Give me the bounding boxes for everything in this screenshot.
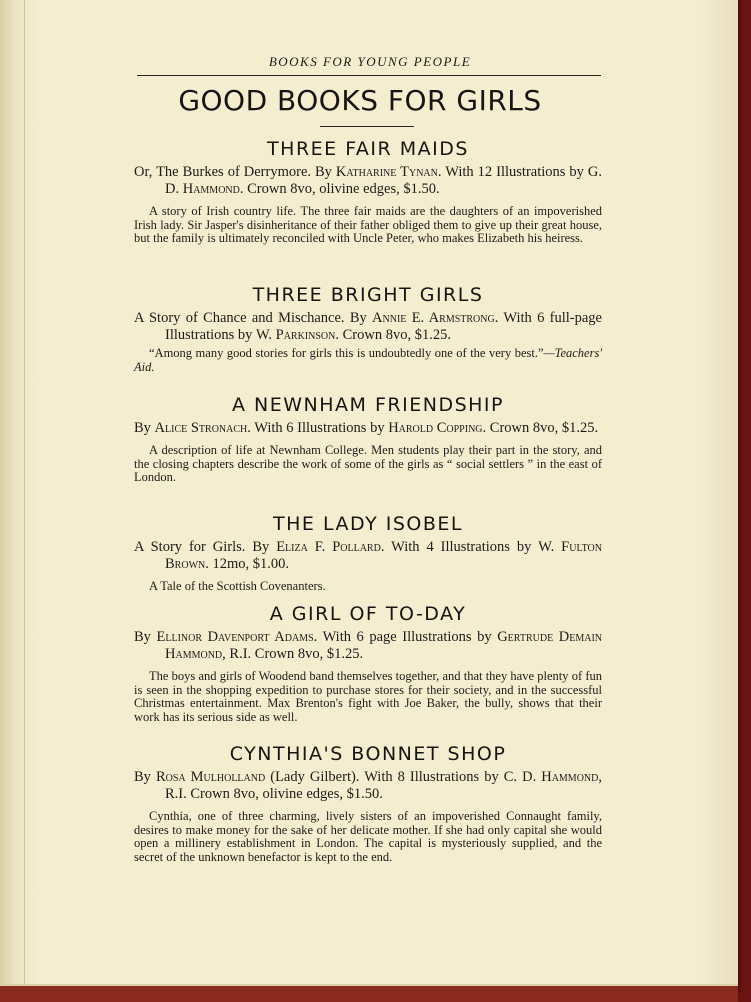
book-info bbox=[134, 164, 602, 198]
book-description: A story of Irish country life. The three fair maids are the daughters of an impoverished Irish lady. Sir Jasper's disinheritance of their father obliged them to give up their great house, but the family is ultimately reconciled with Uncle Peter, who makes Elizabeth his heiress. bbox=[134, 204, 602, 245]
info-text: Crown 8vo, $1.25. bbox=[251, 646, 364, 662]
book-info bbox=[134, 629, 602, 663]
book-title: A GIRL OF TO-DAY bbox=[269, 603, 467, 625]
book-info bbox=[134, 769, 602, 803]
info-text: A Story of Chance and Mischance. By bbox=[134, 310, 373, 326]
info-text: . With 4 Illustrations by bbox=[380, 539, 539, 555]
book-title: A NEWNHAM FRIENDSHIP bbox=[232, 394, 504, 416]
book-entry-the-lady-isobel bbox=[134, 512, 602, 594]
info-text: . With 6 Illustrations by bbox=[247, 420, 389, 436]
illustrator-name: Gertrude Demain Hammond, R.I. bbox=[165, 629, 602, 662]
page-gutter bbox=[0, 0, 25, 992]
illustrator-name: W. Parkinson bbox=[256, 327, 336, 343]
book-title: THREE BRIGHT GIRLS bbox=[252, 284, 484, 306]
info-text: . With 12 Illustrations by bbox=[437, 164, 588, 180]
book-entry-a-girl-of-to-day bbox=[134, 602, 602, 724]
illustrator-name: G. D. Hammond bbox=[165, 164, 603, 197]
info-text: A Story for Girls. By bbox=[134, 539, 277, 555]
author-name: Ellinor Davenport Adams bbox=[156, 629, 314, 645]
author-name: Katharine Tynan bbox=[335, 164, 438, 180]
book-entry-cynthias-bonnet-shop bbox=[134, 742, 602, 864]
book-title: CYNTHIA'S BONNET SHOP bbox=[229, 743, 507, 765]
book-description: The boys and girls of Woodend band themselves together, and that they have plenty of fun is seen in the shopping expedition to purchase stores for their society, and in the successful Christmas entertainment. Max Brenton's fight with Joe Baker, the bully, shows that their work has its serious side as well. bbox=[134, 669, 602, 724]
author-name: Alice Stronach bbox=[154, 420, 248, 436]
book-entry-three-bright-girls bbox=[134, 283, 602, 374]
book-info bbox=[134, 310, 602, 344]
book-description: A Tale of the Scottish Covenanters. bbox=[149, 579, 326, 593]
book-description bbox=[134, 347, 602, 374]
author-name: Rosa Mulholland bbox=[155, 769, 266, 785]
info-text: Crown 8vo, olivine edges, $1.50. bbox=[186, 786, 383, 802]
info-text: By bbox=[134, 769, 156, 785]
info-text: (Lady Gilbert). With 8 Illustrations by bbox=[265, 769, 504, 785]
info-text: . With 6 page Illustrations by bbox=[313, 629, 498, 645]
book-description: Cynthia, one of three charming, lively sisters of an impoverished Connaught family, desires to make money for the sake of her delicate mother. If she had only capital she would open a millinery establishment in London. The capital is mysteriously supplied, and the secret of the unknown benefactor is kept to the end. bbox=[134, 809, 602, 864]
running-head: BOOKS FOR YOUNG PEOPLE bbox=[268, 54, 472, 69]
review-source: —Teachers' Aid. bbox=[134, 346, 602, 374]
author-name: Eliza F. Pollard bbox=[276, 539, 381, 555]
book-description: A description of life at Newnham College. Men students play their part in the story, and the closing chapters describe the work of some of the girls as “ social settlers ” in the east of London. bbox=[134, 443, 602, 484]
book-title: THE LADY ISOBEL bbox=[273, 513, 463, 535]
book-info bbox=[134, 539, 602, 573]
book-title: THREE FAIR MAIDS bbox=[267, 138, 469, 160]
page-title: GOOD BOOKS FOR GIRLS bbox=[178, 84, 542, 117]
book-info bbox=[134, 420, 602, 437]
illustrator-name: Harold Copping bbox=[388, 420, 483, 436]
info-text: . 12mo, $1.00. bbox=[205, 556, 290, 572]
info-text: By bbox=[134, 420, 155, 436]
running-head-rule bbox=[137, 75, 601, 76]
info-text: . With 6 full-page Illustrations by bbox=[165, 310, 602, 343]
title-rule bbox=[320, 126, 414, 127]
illustrator-name: W. Fulton Brown bbox=[165, 539, 603, 572]
review-quote: “Among many good stories for girls this is undoubtedly one of the very best.” bbox=[149, 346, 544, 360]
book-entry-a-newnham-friendship bbox=[134, 393, 602, 485]
book-cover-edge bbox=[0, 984, 738, 1002]
info-text: By bbox=[134, 629, 157, 645]
info-text: . Crown 8vo, $1.25. bbox=[335, 327, 451, 343]
book-entry-three-fair-maids bbox=[134, 137, 602, 246]
illustrator-name: C. D. Hammond, R.I. bbox=[165, 769, 602, 802]
info-text: . Crown 8vo, olivine edges, $1.50. bbox=[239, 181, 440, 197]
info-text: . Crown 8vo, $1.25. bbox=[482, 420, 599, 436]
author-name: Annie E. Armstrong bbox=[372, 310, 495, 326]
info-text: Or, The Burkes of Derrymore. By bbox=[134, 164, 336, 180]
